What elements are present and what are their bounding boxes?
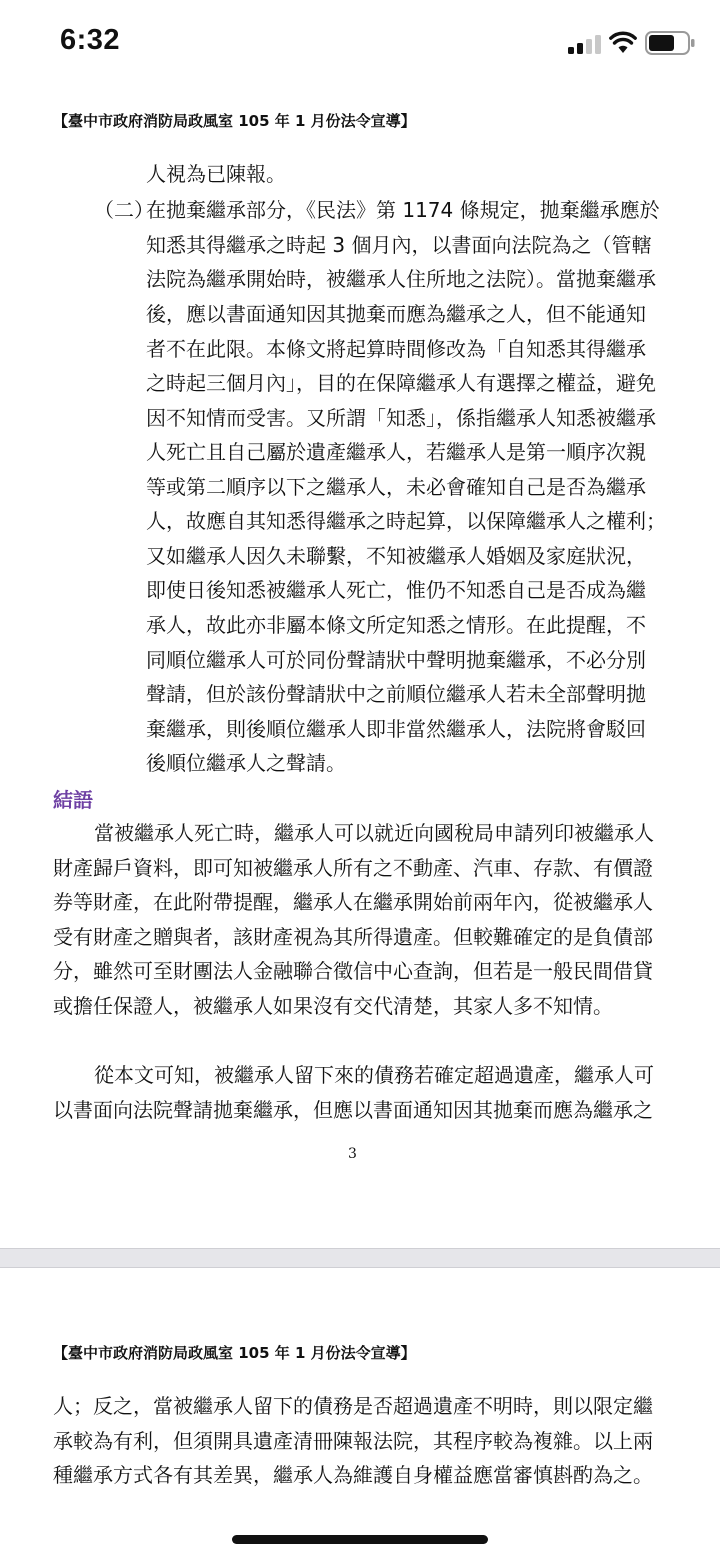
text-line: 人死亡且自己屬於遺產繼承人，若繼承人是第一順序次親	[146, 440, 646, 464]
text-line: 同順位繼承人可於同份聲請狀中聲明拋棄繼承，不必分別	[146, 648, 646, 672]
text-line: 之時起三個月內」，目的在保障繼承人有選擇之權益，避免	[146, 371, 656, 395]
home-indicator[interactable]	[232, 1535, 488, 1544]
page-header: 【臺中市政府消防局政風室 105 年 1 月份法令宣導】	[53, 112, 416, 130]
text-line: 人；反之，當被繼承人留下的債務是否超過遺產不明時，則以限定繼	[53, 1394, 653, 1418]
text-line: 人，故應自其知悉得繼承之時起算，以保障繼承人之權利；	[146, 509, 666, 533]
text-line: 承人，故此亦非屬本條文所定知悉之情形。在此提醒，不	[146, 613, 646, 637]
status-bar	[0, 0, 720, 88]
text-line: 分，雖然可至財團法人金融聯合徵信中心查詢，但若是一般民間借貸	[53, 959, 653, 983]
cellular-signal-icon	[568, 34, 602, 54]
page-header: 【臺中市政府消防局政風室 105 年 1 月份法令宣導】	[53, 1344, 416, 1362]
text-line: 從本文可知，被繼承人留下來的債務若確定超過遺產，繼承人可	[94, 1063, 654, 1087]
text-line: 以書面向法院聲請拋棄繼承，但應以書面通知因其拋棄而應為繼承之	[53, 1098, 653, 1122]
text-line: 當被繼承人死亡時，繼承人可以就近向國稅局申請列印被繼承人	[94, 821, 654, 845]
text-line: 或擔任保證人，被繼承人如果沒有交代清楚，其家人多不知情。	[53, 994, 613, 1018]
wifi-icon	[609, 30, 637, 54]
text-line: 等或第二順序以下之繼承人，未必會確知自己是否為繼承	[146, 475, 646, 499]
text-line: 聲請，但於該份聲請狀中之前順位繼承人若未全部聲明拋	[146, 682, 646, 706]
document-page-3	[0, 88, 720, 1248]
page-number: 3	[348, 1146, 357, 1162]
text-line: 又如繼承人因久未聯繫，不知被繼承人婚姻及家庭狀況，	[146, 544, 646, 568]
item-marker: （二）	[94, 198, 154, 222]
text-line: 人視為已陳報。	[146, 162, 286, 186]
text-line: 在拋棄繼承部分，《民法》第 1174 條規定，拋棄繼承應於	[146, 198, 660, 222]
document-page-4	[0, 1268, 720, 1558]
text-line: 種繼承方式各有其差異，繼承人為維護自身權益應當審慎斟酌為之。	[53, 1463, 653, 1487]
conclusion-heading: 結語	[53, 788, 93, 812]
text-line: 即使日後知悉被繼承人死亡，惟仍不知悉自己是否成為繼	[146, 578, 646, 602]
text-line: 後順位繼承人之聲請。	[146, 751, 346, 775]
text-line: 後，應以書面通知因其拋棄而應為繼承之人，但不能通知	[146, 302, 646, 326]
battery-icon	[645, 31, 695, 55]
text-line: 券等財產，在此附帶提醒，繼承人在繼承開始前兩年內，從被繼承人	[53, 890, 653, 914]
text-line: 因不知情而受害。又所謂「知悉」，係指繼承人知悉被繼承	[146, 406, 656, 430]
page-separator	[0, 1248, 720, 1268]
text-line: 財產歸戶資料，即可知被繼承人所有之不動產、汽車、存款、有價證	[53, 856, 653, 880]
text-line: 棄繼承，則後順位繼承人即非當然繼承人，法院將會駁回	[146, 717, 646, 741]
text-line: 法院為繼承開始時，被繼承人住所地之法院）。當拋棄繼承	[146, 267, 656, 291]
text-line: 承較為有利，但須開具遺產清冊陳報法院，其程序較為複雜。以上兩	[53, 1429, 653, 1453]
text-line: 受有財產之贈與者，該財產視為其所得遺產。但較難確定的是負債部	[53, 925, 653, 949]
text-line: 知悉其得繼承之時起 3 個月內，以書面向法院為之（管轄	[146, 233, 652, 257]
status-time: 6:32	[60, 24, 121, 56]
text-line: 者不在此限。本條文將起算時間修改為「自知悉其得繼承	[146, 337, 646, 361]
